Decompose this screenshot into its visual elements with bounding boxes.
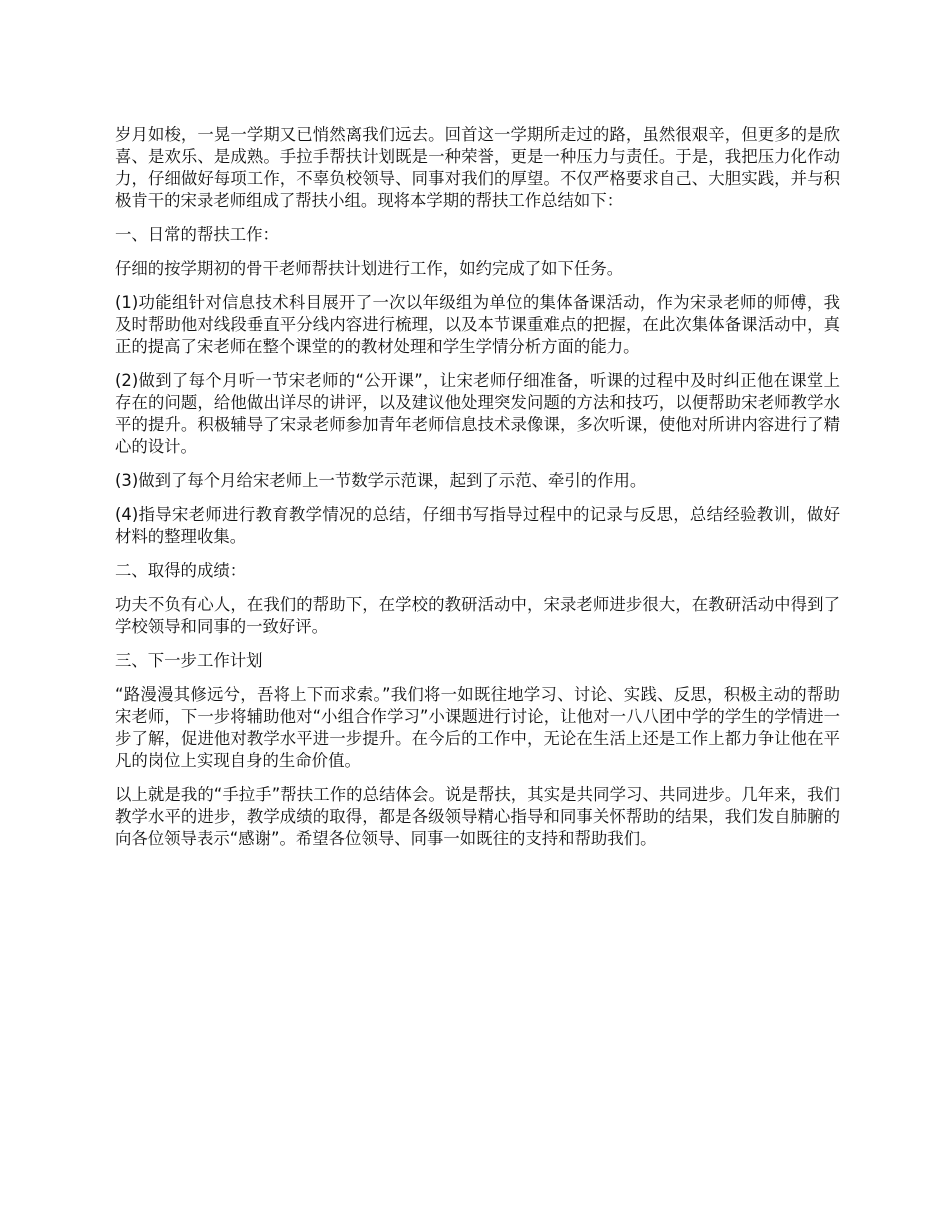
list-item-4: (4)指导宋老师进行教育教学情况的总结，仔细书写指导过程中的记录与反思，总结经验教训，做好材料的整理收集。 <box>115 505 840 546</box>
list-item-2: (2)做到了每个月听一节宋老师的“公开课”，让宋老师仔细准备，听课的过程中及时纠正他在课堂上存在的问题，给他做出详尽的讲评，以及建议他处理突发问题的方法和技巧，以便帮助宋老师教学水平的提升。积极辅导了宋录老师参加青年老师信息技术录像课，多次听课，使他对所讲内容进行了精心的设计。 <box>115 371 840 456</box>
paragraph-next-plan: “路漫漫其修远兮，吾将上下而求索。”我们将一如既往地学习、讨论、实践、反思，积极主动的帮助宋老师，下一步将辅助他对“小组合作学习”小课题进行讨论，让他对一八八团中学的学生的学情进一步了解，促进他对教学水平进一步提升。在今后的工作中，无论在生活上还是工作上都力争让他在平凡的岗位上实现自身的生命价值。 <box>115 685 840 770</box>
intro-paragraph: 岁月如梭，一晃一学期又已悄然离我们远去。回首这一学期所走过的路，虽然很艰辛，但更多的是欣喜、是欢乐、是成熟。手拉手帮扶计划既是一种荣誉，更是一种压力与责任。于是，我把压力化作动力，仔细做好每项工作，不辜负校领导、同事对我们的厚望。不仅严格要求自己、大胆实践，并与积极肯干的宋录老师组成了帮扶小组。现将本学期的帮扶工作总结如下： <box>115 125 840 210</box>
list-item-3: (3)做到了每个月给宋老师上一节数学示范课，起到了示范、牵引的作用。 <box>115 471 647 490</box>
list-item-1: (1)功能组针对信息技术科目展开了一次以年级组为单位的集体备课活动，作为宋录老师的师傅，我及时帮助他对线段垂直平分线内容进行梳理，以及本节课重难点的把握，在此次集体备课活动中，真正的提高了宋老师在整个课堂的的教材处理和学生学情分析方面的能力。 <box>115 293 840 356</box>
section-heading-daily-work: 一、日常的帮扶工作： <box>115 225 279 244</box>
paragraph-conclusion: 以上就是我的“手拉手”帮扶工作的总结体会。说是帮扶，其实是共同学习、共同进步。几年来，我们教学水平的进步，教学成绩的取得，都是各级领导精心指导和同事关怀帮助的结果，我们发自肺腑的向各位领导表示“感谢”。希望各位领导、同事一如既往的支持和帮助我们。 <box>115 785 840 848</box>
document-body <box>115 124 840 862</box>
paragraph-achievements: 功夫不负有心人，在我们的帮助下，在学校的教研活动中，宋录老师进步很大，在教研活动中得到了学校领导和同事的一致好评。 <box>115 595 840 636</box>
section-heading-next-plan: 三、下一步工作计划 <box>115 651 263 670</box>
paragraph-plan-overview: 仔细的按学期初的骨干老师帮扶计划进行工作，如约完成了如下任务。 <box>115 259 624 278</box>
section-heading-achievements: 二、取得的成绩： <box>115 561 247 580</box>
